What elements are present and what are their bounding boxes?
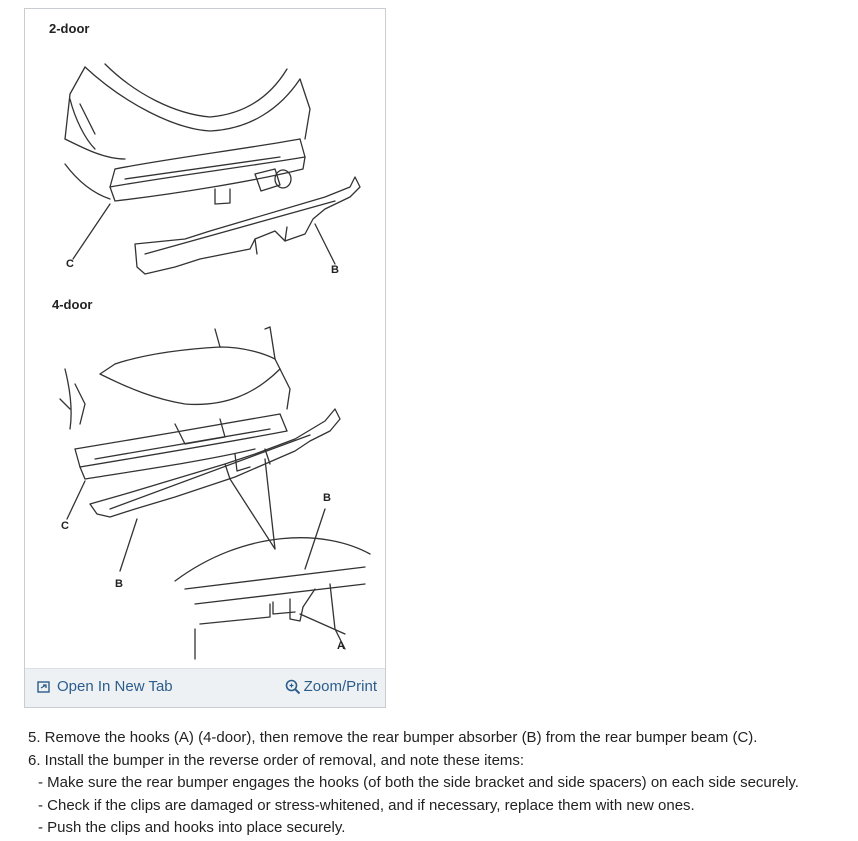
procedure-steps [28, 727, 853, 840]
open-in-new-tab-label: Open In New Tab [57, 678, 173, 695]
diagram-figure [24, 8, 386, 708]
callout-c-4door: C [61, 520, 69, 532]
note-push-clips: - Push the clips and hooks into place securely. [38, 819, 346, 836]
magnifier-icon [285, 679, 301, 695]
callout-b-4door-lower: B [115, 578, 123, 590]
step-6: 6. Install the bumper in the reverse order of removal, and note these items: [28, 751, 525, 769]
bumper-diagram [25, 9, 385, 669]
two-door-illustration [65, 64, 360, 274]
zoom-print-link[interactable] [285, 678, 377, 695]
figure-toolbar [25, 668, 385, 707]
zoom-print-label: Zoom/Print [303, 678, 377, 695]
note-check-clips: - Check if the clips are damaged or stress-whitened, and if necessary, replace them with new ones. [38, 796, 695, 814]
callout-a-hook: A [337, 640, 345, 652]
callout-b-4door-upper: B [323, 492, 331, 504]
label-4-door: 4-door [52, 297, 93, 312]
note-engage-hooks: - Make sure the rear bumper engages the hooks (of both the side bracket and side spacers) on each side securely. [38, 774, 799, 791]
open-in-new-tab-link[interactable] [37, 678, 173, 695]
label-2-door: 2-door [49, 21, 90, 36]
callout-b-2door: B [331, 264, 339, 276]
step-5: 5. Remove the hooks (A) (4-door), then remove the rear bumper absorber (B) from the rear bumper beam (C). [28, 729, 758, 746]
callout-c-2door: C [66, 258, 74, 270]
external-window-icon [37, 680, 51, 694]
